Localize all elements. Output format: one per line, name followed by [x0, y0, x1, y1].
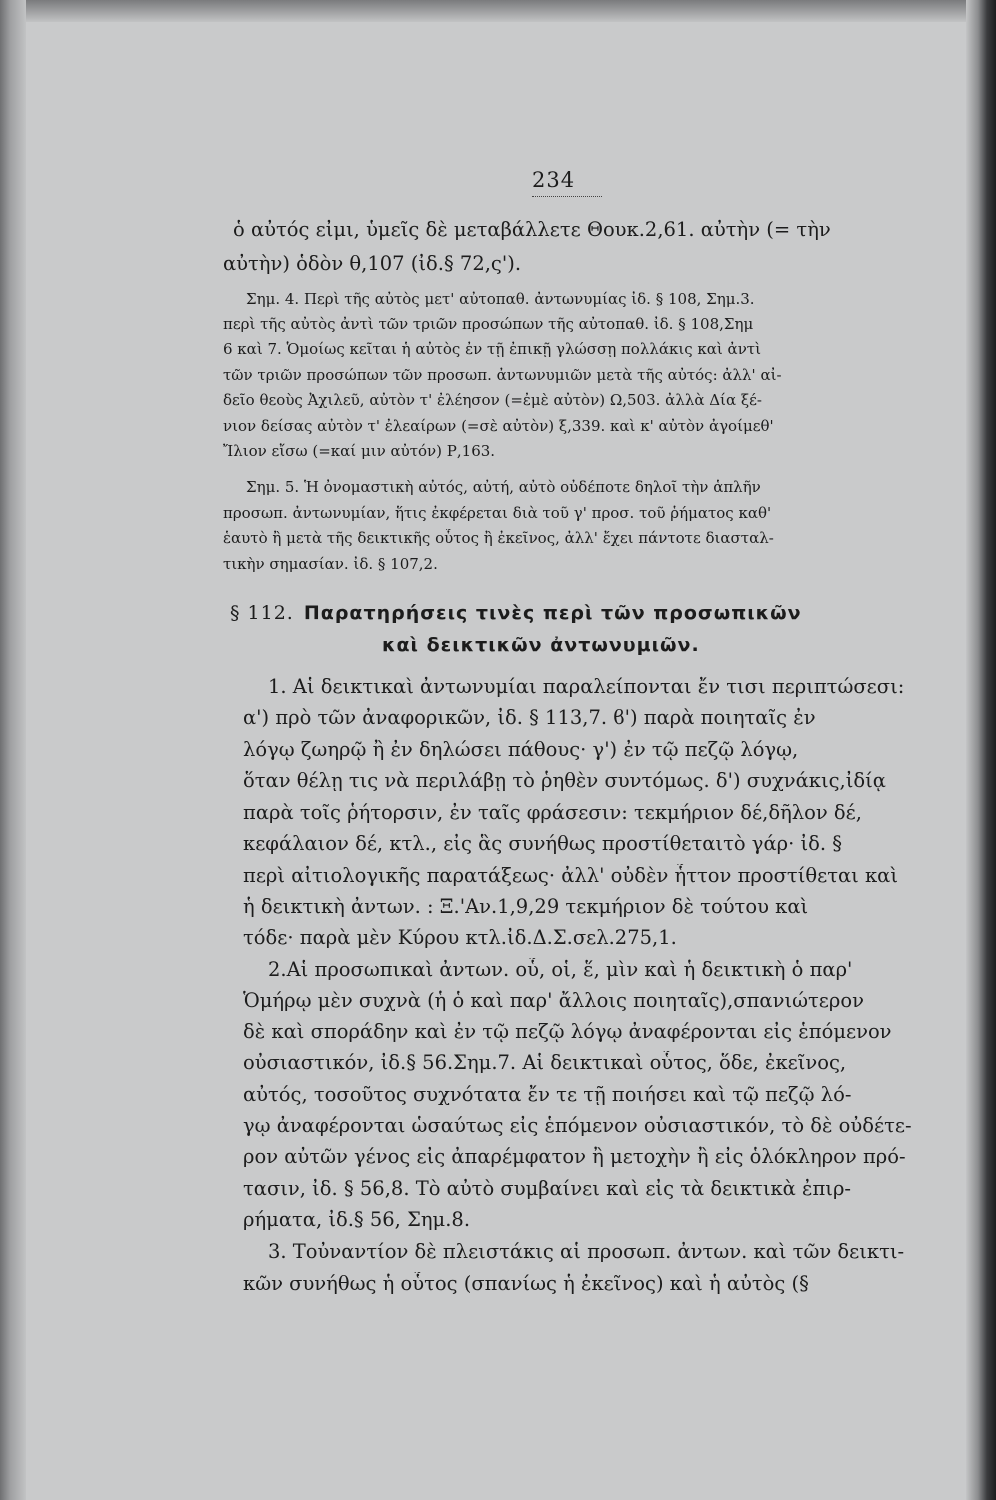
page-number: 234 — [532, 168, 602, 197]
para3-line: κῶν συνήθως ἡ οὗτος (σπανίως ἡ ἐκεῖνος) καὶ ἡ αὐτὸς (§ — [243, 1272, 809, 1295]
para1-line: ὅταν θέλῃ τις νὰ περιλάβῃ τὸ ῥηθὲν συντόμως. δ') συχνάκις,ἰδίᾳ — [243, 769, 886, 792]
para2-line: ρήματα, ἰδ.§ 56, Σημ.8. — [243, 1208, 471, 1231]
note4-line: Σημ. 4. Περὶ τῆς αὐτὸς μετ' αὐτοπαθ. ἀντωνυμίας ἰδ. § 108, Σημ.3. — [246, 290, 755, 308]
note4-line: δεῖο θεοὺς Ἀχιλεῦ, αὐτὸν τ' ἐλέησον (=ἐμὲ αὐτὸν) Ω,503. ἀλλὰ Δία ξέ- — [223, 391, 762, 409]
para2-line: Ὁμήρῳ μὲν συχνὰ (ἡ ὁ καὶ παρ' ἄλλοις ποιηταῖς),σπανιώτερον — [243, 989, 864, 1012]
intro-line: αὐτὴν) ὁδὸν θ,107 (ἰδ.§ 72,ς'). — [223, 252, 522, 275]
para1-line: παρὰ τοῖς ῥήτορσιν, ἐν ταῖς φράσεσιν: τεκμήριον δέ,δῆλον δέ, — [243, 801, 862, 824]
section-title-part-1: Παρατηρήσεις τινὲς περὶ τῶν προσωπικῶν — [303, 602, 802, 624]
note5-line: προσωπ. ἀντωνυμίαν, ἥτις ἐκφέρεται διὰ τοῦ γ' προσ. τοῦ ῥήματος καθ' — [223, 504, 772, 522]
para2-line: γῳ ἀναφέρονται ὡσαύτως εἰς ἑπόμενον οὐσιαστικόν, τὸ δὲ οὐδέτε- — [243, 1114, 912, 1137]
para1-line: τόδε· παρὰ μὲν Κύρου κτλ.ἰδ.Δ.Σ.σελ.275,1. — [243, 926, 677, 949]
section-number: § 112. — [230, 602, 294, 624]
page-top-edge — [0, 0, 996, 22]
book-page — [30, 20, 960, 1490]
note5-line: Σημ. 5. Ἡ ὀνομαστικὴ αὐτός, αὐτή, αὐτὸ οὐδέποτε δηλοῖ τὴν ἁπλῆν — [246, 478, 761, 496]
para1-line: ἡ δεικτικὴ ἀντων. : Ξ.'Αν.1,9,29 τεκμήριον δὲ τούτου καὶ — [243, 895, 809, 918]
section-heading-line-1 — [230, 602, 802, 624]
note4-line: τῶν τριῶν προσώπων τῶν προσωπ. ἀντωνυμιῶν μετὰ τῆς αὐτός: ἀλλ' αἰ- — [223, 366, 782, 384]
para1-line: περὶ αἰτιολογικῆς παρατάξεως· ἀλλ' οὐδὲν ἧττον προστίθεται καὶ — [243, 864, 898, 887]
para2-line: ρον αὐτῶν γένος εἰς ἀπαρέμφατον ἢ μετοχὴν ἢ εἰς ὁλόκληρον πρό- — [243, 1145, 906, 1168]
para3-line: 3. Τοὐναντίον δὲ πλειστάκις αἱ προσωπ. ἀντων. καὶ τῶν δεικτι- — [268, 1240, 905, 1263]
para1-line: κεφάλαιον δέ, κτλ., εἰς ἃς συνήθως προστίθεταιτὸ γάρ· ἰδ. § — [243, 832, 843, 855]
note4-line: περὶ τῆς αὐτὸς ἀντὶ τῶν τριῶν προσώπων τῆς αὐτοπαθ. ἰδ. § 108,Σημ — [223, 315, 754, 333]
para2-line: τασιν, ἰδ. § 56,8. Τὸ αὐτὸ συμβαίνει καὶ εἰς τὰ δεικτικὰ ἐπιρ- — [243, 1177, 851, 1200]
page-right-edge — [966, 0, 996, 1500]
para2-line: οὐσιαστικόν, ἰδ.§ 56.Σημ.7. Αἱ δεικτικαὶ οὗτος, ὅδε, ἐκεῖνος, — [243, 1051, 847, 1074]
para1-line: λόγῳ ζωηρῷ ἢ ἐν δηλώσει πάθους· γ') ἐν τῷ πεζῷ λόγῳ, — [243, 738, 799, 761]
para2-line: δὲ καὶ σποράδην καὶ ἐν τῷ πεζῷ λόγῳ ἀναφέρονται εἰς ἑπόμενον — [243, 1020, 892, 1043]
para1-line: α') πρὸ τῶν ἀναφορικῶν, ἰδ. § 113,7. ϐ') παρὰ ποιηταῖς ἐν — [243, 706, 816, 729]
para1-line: 1. Αἱ δεικτικαὶ ἀντωνυμίαι παραλείπονται ἔν τισι περιπτώσεσι: — [268, 675, 905, 698]
note4-line: νιον δείσας αὐτὸν τ' ἐλεαίρων (=σὲ αὐτὸν) ξ,339. καὶ κ' αὐτὸν ἀγοίμεθ' — [223, 417, 774, 435]
intro-line: ὁ αὐτός εἰμι, ὑμεῖς δὲ μεταβάλλετε Θουκ.2,61. αὐτὴν (= τὴν — [233, 218, 831, 241]
note4-line: 6 καὶ 7. Ὁμοίως κεῖται ἡ αὐτὸς ἐν τῇ ἐπικῇ γλώσσῃ πολλάκις καὶ ἀντὶ — [223, 340, 761, 358]
para2-line: αὐτός, τοσοῦτος συχνότατα ἔν τε τῇ ποιήσει καὶ τῷ πεζῷ λό- — [243, 1083, 852, 1106]
note5-line: τικὴν σημασίαν. ἰδ. § 107,2. — [223, 555, 438, 573]
note5-line: ἑαυτὸ ἢ μετὰ τῆς δεικτικῆς οὗτος ἢ ἐκεῖνος, ἀλλ' ἔχει πάντοτε διασταλ- — [223, 529, 774, 547]
page-left-edge — [0, 0, 26, 1500]
para2-line: 2.Αἱ προσωπικαὶ ἀντων. οὗ, οἱ, ἕ, μὶν καὶ ἡ δεικτικὴ ὁ παρ' — [268, 958, 853, 981]
note4-line: Ἴλιον εἴσω (=καί μιν αὐτόν) Ρ,163. — [223, 442, 496, 460]
section-heading-line-2: καὶ δεικτικῶν ἀντωνυμιῶν. — [382, 634, 700, 656]
